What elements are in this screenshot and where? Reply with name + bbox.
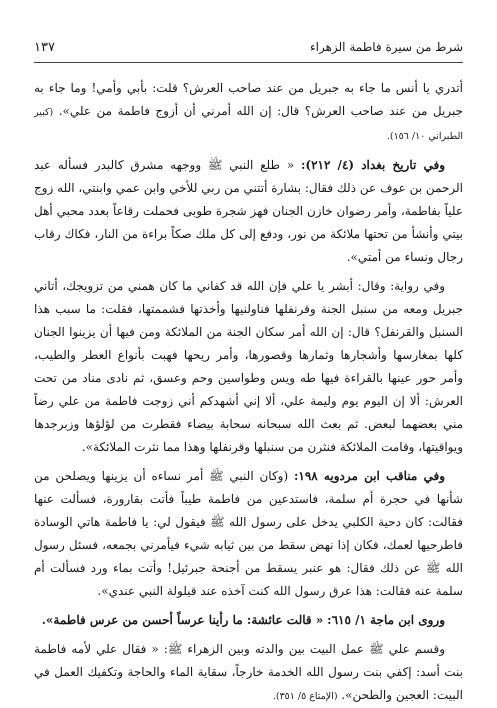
paragraph-lead: وفي تاريخ بغداد (٤/ ٢١٢): bbox=[300, 158, 445, 172]
paragraph-text: وفي رواية: وقال: أبشر يا علي فإن الله قد كفاني ما كان همني من تزويجك، أتاني جبريل ومعه من سنبل الجنة وقرنفلها فناولنيها وأخذتها فشممتها، فقلت: ما سبب هذا السنبل والقرنفل؟ قال: إن الله أمر سكان الجنة من الملائكة ومن فيها أن يزينوا الجنان كلها بمغارسها وأشجارها وثمارها وقصورها، وأمر ريحها فهبت بأنواع العطر والطيب، وأمر حور عينها بالقراءة فيها طه ويس وطواسين وحم وعسق، ثم نادى مناد من تحت العرش: ألا إن اليوم يوم وليمة علي، ألا إني أشهدكم أني زوجت فاطمة من علي رضاً مني بعضهما لبعض. ثم بعث الله سبحانه سحابة بيضاء فقطرت من لؤلؤها وزبرجدها ويواقيتها، وقامت الملائكة فنثرن من سنبلها وقرنفلها وهذا مما نثرت الملائكة». bbox=[34, 279, 463, 454]
citation: (كبير الطبراني ١٠/ ١٥٦). bbox=[34, 107, 463, 142]
paragraph-text: وقسم علي ﷺ عمل البيت بين والدته وبين الزهراء ﷺ: « فقال علي لأمه فاطمة بنت أسد: إكفي بنت رسول الله الخدمة خارجاً، سقاية الماء والحاجة وتكفيك العمل في البيت: العجين والطحن». bbox=[34, 642, 463, 702]
page-number: ١٣٧ bbox=[34, 39, 55, 55]
paragraph bbox=[34, 609, 463, 632]
paragraph-text: أتدري يا أنس ما جاء به جبريل من عند صاحب العرش؟ قلت: بأبي وأمي! وما جاء به جبريل من عند صاحب العرش؟ قال: إن الله أمرني أن أزوج فاطمة من علي». bbox=[34, 81, 463, 118]
running-title: شرط من سيرة فاطمة الزهراء bbox=[309, 40, 463, 54]
paragraph bbox=[34, 77, 463, 148]
paragraph bbox=[34, 638, 463, 708]
paragraph bbox=[34, 465, 463, 603]
paragraph-lead: وفي مناقب ابن مردويه ١٩٨: bbox=[293, 469, 445, 483]
page-body bbox=[34, 77, 463, 708]
running-header bbox=[34, 38, 463, 56]
paragraph-text: « طلع النبي ﷺ ووجهه مشرق كالبدر فسأله عبد الرحمن بن عوف عن ذلك فقال: بشارة أتتني من ربي للأخي وابن عمي وابنتي، الله زوج علياً بفاطمة، وأمر رضوان خازن الجنان فهز شجرة طوبى فحملت رقاعاً بعدد محبي أهل بيتي وأنشأ من تحتها ملائكة من نور، ودفع إلى كل ملك صكاً براءة من النار، فكاك رقاب رجال ونساء من أمتي». bbox=[34, 158, 463, 264]
paragraph bbox=[34, 154, 463, 269]
header-divider bbox=[34, 62, 463, 63]
paragraph-text: (وكان النبي ﷺ أمر نساءه أن يزينها ويصلحن من شأنها في حجرة أم سلمة، فاستدعين من فاطمة طيباً فأتت بقارورة، فسألت عنها فقالت: كان دحية الكلبي يدخل على رسول الله ﷺ فيقول لي: يا فاطمة هاتي الوسادة فاطرحيها لعمك، فكان إذا نهض سقط من بين ثيابه شيء فيأمرني بجمعه، فسئل رسول الله ﷺ عن ذلك فقال: هو عنبر يسقط من أجنحة جبرئيل! وأتت بماء ورد فسألت أم سلمة عنه فقالت: هذا عرق رسول الله كنت آخذه عند قيلولة النبي عندي». bbox=[34, 469, 463, 598]
paragraph-text: « قالت عائشة: ما رأينا عرساً أحسن من عرس فاطمة». bbox=[41, 613, 324, 627]
paragraph-lead: وروى ابن ماجة ١/ ٦١٥: bbox=[327, 613, 445, 627]
citation: (الإمتاع ٥/ ٣٥١). bbox=[272, 691, 338, 702]
paragraph bbox=[34, 275, 463, 459]
